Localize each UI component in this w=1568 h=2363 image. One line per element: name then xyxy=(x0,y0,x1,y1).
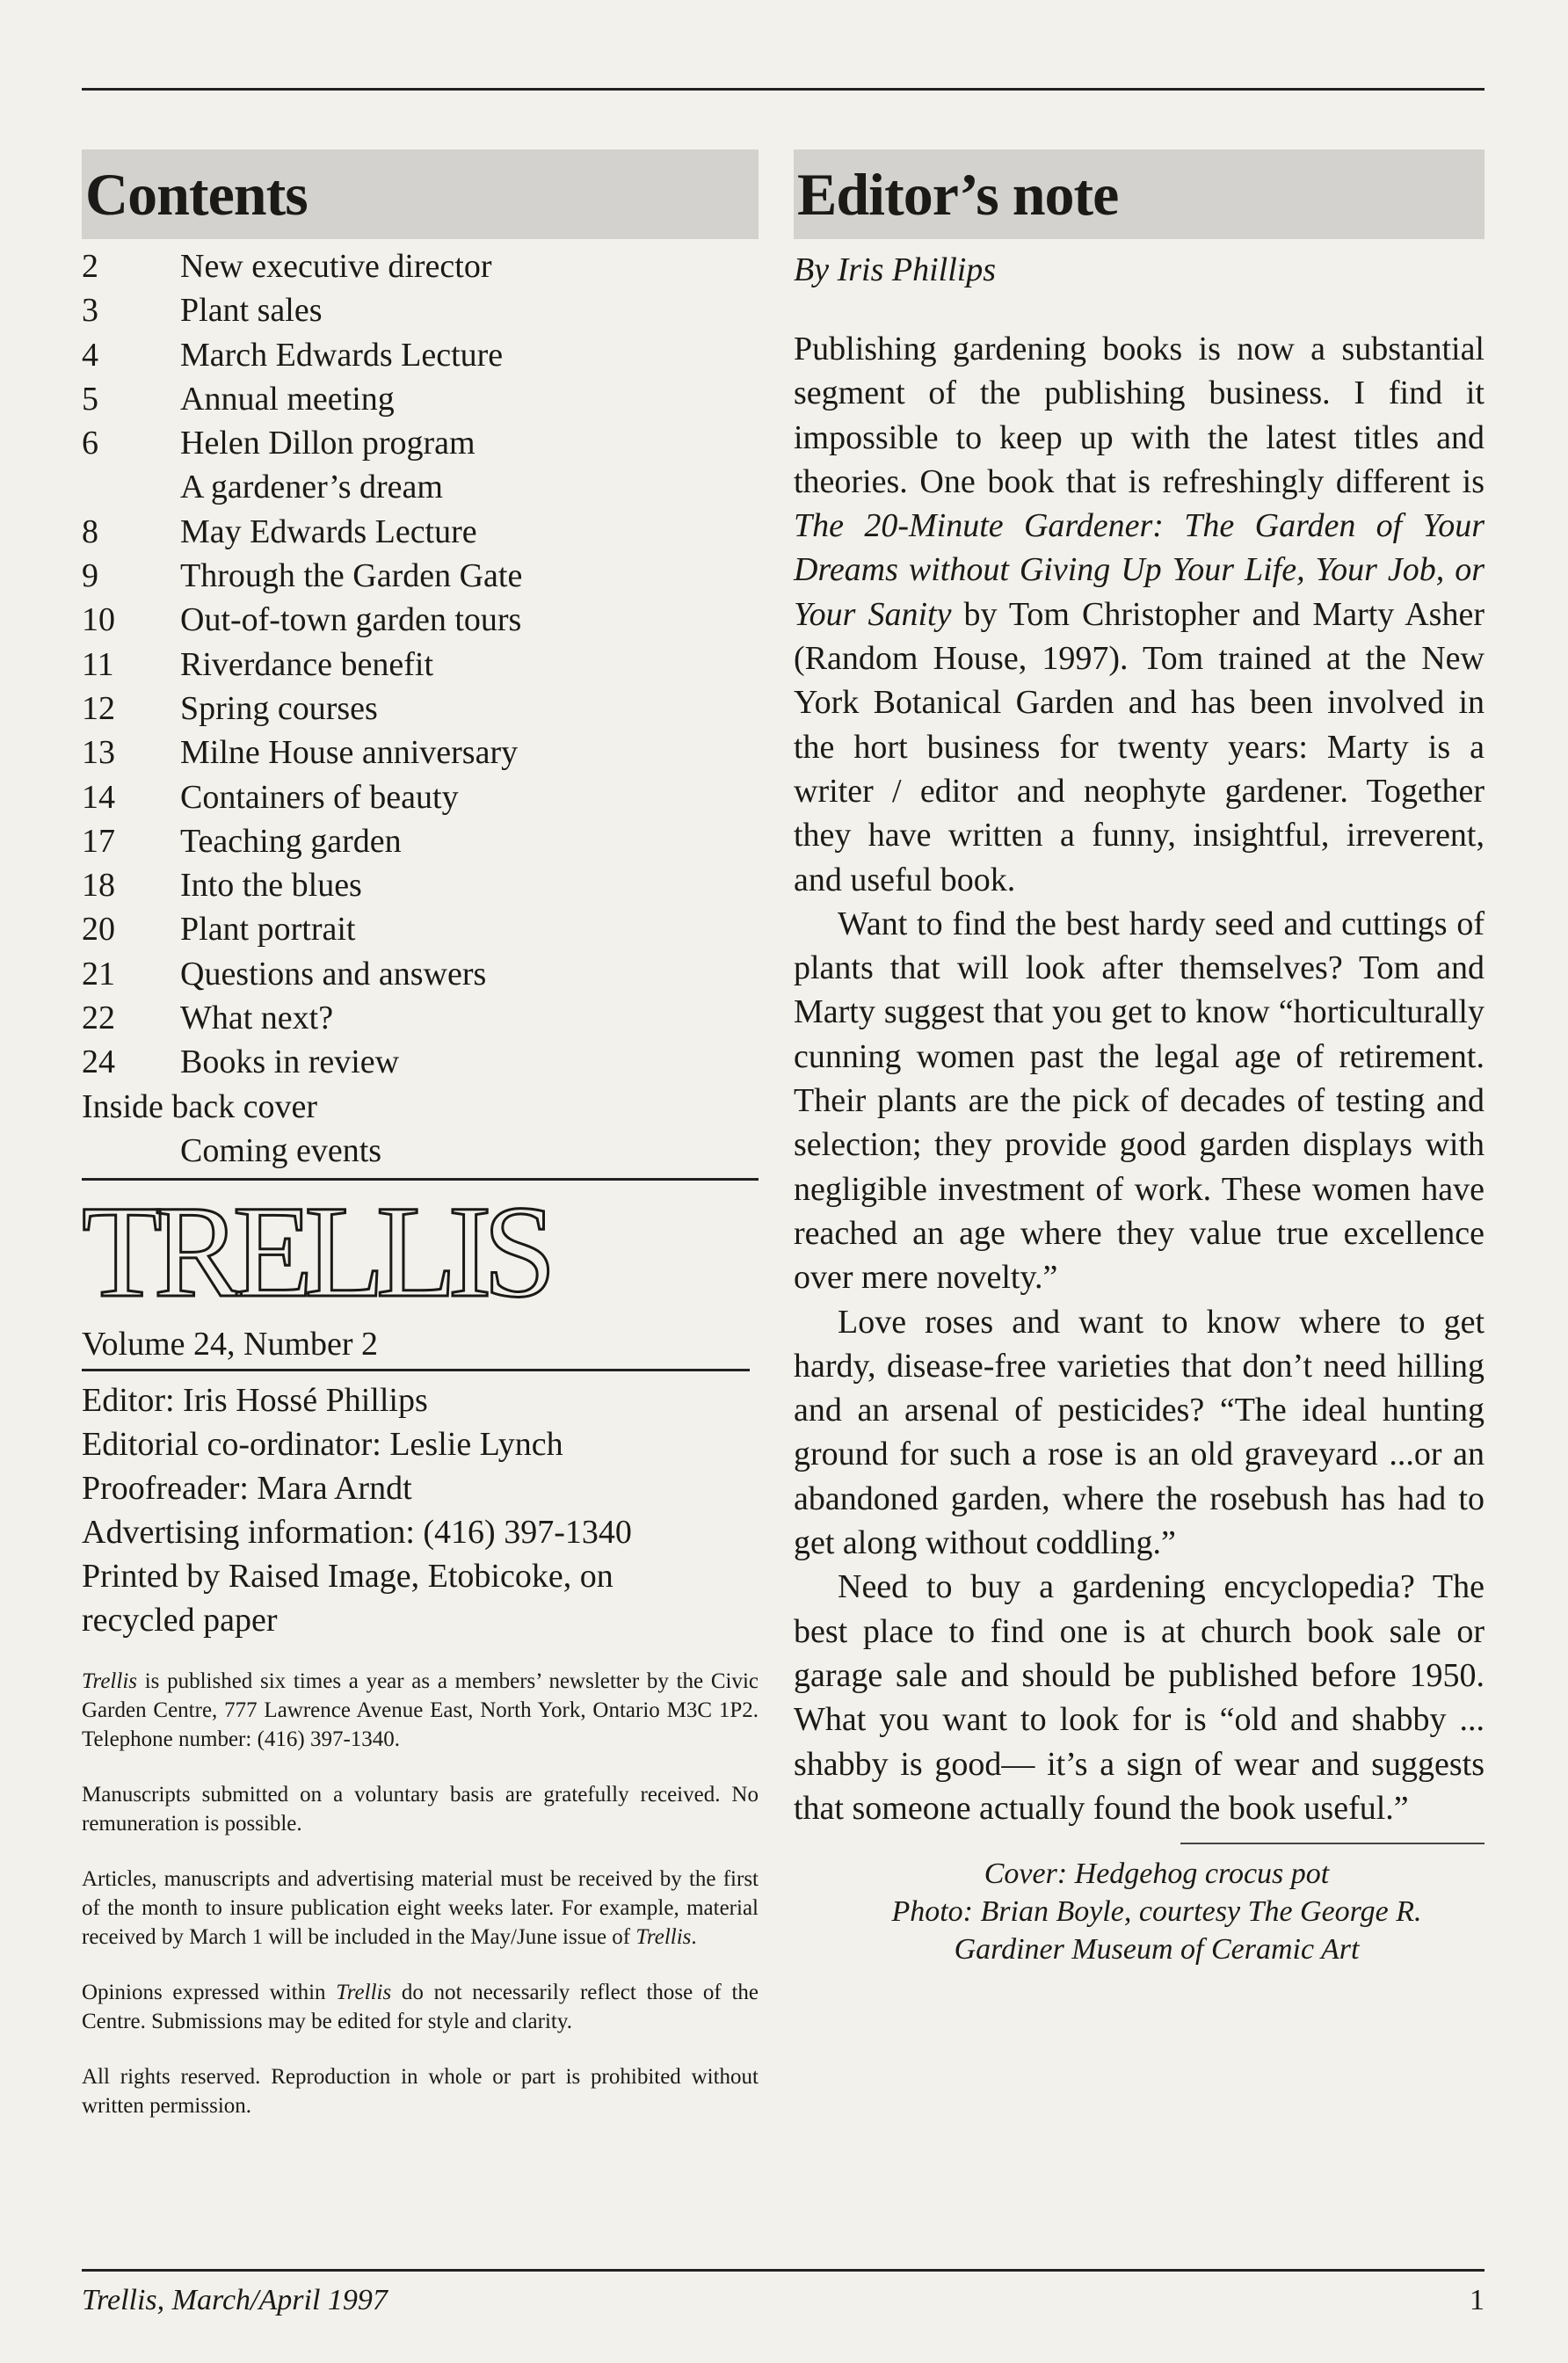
toc-title: Spring courses xyxy=(180,689,378,727)
toc-row[interactable] xyxy=(82,288,759,332)
cover-rule xyxy=(1180,1843,1485,1844)
toc-title: A gardener’s dream xyxy=(180,469,443,506)
toc-row[interactable] xyxy=(82,643,759,687)
toc-row[interactable] xyxy=(82,819,759,863)
toc-title: Plant sales xyxy=(180,292,323,330)
toc-title: Through the Garden Gate xyxy=(180,557,523,595)
toc-page: 2 xyxy=(82,248,98,285)
toc-row[interactable] xyxy=(82,333,759,377)
toc-coming-events: Coming events xyxy=(180,1131,382,1169)
toc-page: 18 xyxy=(82,867,115,905)
opinions-note xyxy=(82,1978,759,2036)
masthead-credits xyxy=(82,1378,759,1642)
toc-row[interactable] xyxy=(82,907,759,951)
toc-row[interactable] xyxy=(82,775,759,819)
toc-page: 10 xyxy=(82,601,115,639)
rights-note: All rights reserved. Reproduction in whole or part is prohibited without written permission. xyxy=(82,2065,759,2119)
toc-page: 24 xyxy=(82,1043,115,1081)
footer-page-number: 1 xyxy=(1470,2284,1485,2316)
toc-row[interactable] xyxy=(82,996,759,1040)
toc-page: 22 xyxy=(82,1000,115,1037)
toc-row[interactable] xyxy=(82,554,759,598)
book-title: The 20-Minute Gardener: The Garden of Your Dreams without Giving Up Your Life, Your Job, or Your Sanity xyxy=(794,507,1485,633)
toc-title: Containers of beauty xyxy=(180,778,459,816)
toc-page: 4 xyxy=(82,336,98,374)
toc-row[interactable] xyxy=(82,1040,759,1084)
publication-info xyxy=(82,1667,759,1754)
toc-page: 5 xyxy=(82,380,98,418)
toc-row[interactable] xyxy=(82,465,759,509)
editor-note-heading-box xyxy=(794,149,1485,239)
opinions-title: Trellis xyxy=(336,1981,392,2005)
toc-page: 12 xyxy=(82,689,115,727)
paragraph-4: Need to buy a gardening encyclopedia? The best place to find one is at church book sale or garage sale and should be published before 1950. What you want to look for is “old and shabby ... shabby is good— it’s a sign of wear and suggests that someone actually found the book useful.” xyxy=(794,1568,1485,1827)
toc-page: 14 xyxy=(82,778,115,816)
trellis-logo: TRELLIS xyxy=(82,1186,548,1319)
coordinator-credit: Editorial co-ordinator: Leslie Lynch xyxy=(82,1426,563,1464)
printer-credit-line2: recycled paper xyxy=(82,1602,278,1640)
toc-title: New executive director xyxy=(180,248,492,285)
toc-row[interactable] xyxy=(82,598,759,642)
top-rule xyxy=(82,88,1485,91)
cover-credit xyxy=(829,1855,1485,1968)
toc-page: 20 xyxy=(82,911,115,949)
contents-heading: Contents xyxy=(85,161,308,228)
toc-page xyxy=(82,465,180,509)
deadline-text: Articles, manuscripts and advertising material must be received by the first of the month to insure publication eight weeks later. For example, material received by March 1 will be included in the May/June issue of xyxy=(82,1867,759,1950)
manuscripts-note: Manuscripts submitted on a voluntary basis are gratefully received. No remuneration is possible. xyxy=(82,1783,759,1836)
toc-row[interactable] xyxy=(82,377,759,421)
toc-inside-back-label: Inside back cover xyxy=(82,1087,317,1125)
toc-page: 8 xyxy=(82,513,98,550)
deadline-title: Trellis xyxy=(635,1925,692,1950)
toc-page: 21 xyxy=(82,955,115,992)
toc-row[interactable] xyxy=(82,687,759,731)
left-column xyxy=(82,149,759,2147)
toc-title: Milne House anniversary xyxy=(180,734,519,772)
toc-title: Questions and answers xyxy=(180,955,487,992)
toc-title: Into the blues xyxy=(180,867,362,905)
fine-print xyxy=(82,1667,759,2120)
opinions-text-b: do not necessarily reflect those of the Centre. Submissions may be edited for style and clarity. xyxy=(82,1981,759,2034)
volume-number: Volume 24, Number 2 xyxy=(82,1326,379,1363)
toc-row[interactable] xyxy=(82,731,759,774)
toc-page: 3 xyxy=(82,292,98,330)
toc-title: Teaching garden xyxy=(180,822,402,860)
toc-title: May Edwards Lecture xyxy=(180,513,477,550)
toc-row[interactable] xyxy=(82,244,759,288)
contents-divider xyxy=(82,1178,759,1181)
deadline-end: . xyxy=(691,1925,697,1950)
toc-page: 9 xyxy=(82,557,98,595)
p1-text-a: Publishing gardening books is now a substantial segment of the publishing business. I find it impossible to keep up with the latest titles and theories. One book that is refreshingly different is xyxy=(794,331,1485,500)
proofreader-credit: Proofreader: Mara Arndt xyxy=(82,1470,412,1508)
toc-row-coming-events[interactable] xyxy=(82,1129,759,1173)
toc-title: Books in review xyxy=(180,1043,400,1081)
toc-title: Out-of-town garden tours xyxy=(180,601,522,639)
toc-page: 17 xyxy=(82,822,115,860)
table-of-contents xyxy=(82,244,759,1085)
toc-title: Annual meeting xyxy=(180,380,395,418)
footer-issue: Trellis, March/April 1997 xyxy=(82,2284,388,2316)
paragraph-2: Want to find the best hardy seed and cuttings of plants that will look after themselves? Tom and Marty suggest that you get to know “horticulturally cunning women past the legal age of retirement. Their plants are the pick of decades of testing and selection; they provide good garden displays with negligible investment of work. These women have reached an age where they value true excellence over mere novelty.” xyxy=(794,905,1485,1297)
paragraph-1 xyxy=(794,327,1485,902)
paragraph-3: Love roses and want to know where to get hardy, disease-free varieties that don’t need hilling and an arsenal of pesticides? “The ideal hunting ground for such a rose is an old graveyard ...or an abandoned garden, where the rosebush has had to get along without coddling.” xyxy=(794,1303,1485,1562)
toc-title: Plant portrait xyxy=(180,911,356,949)
toc-row[interactable] xyxy=(82,863,759,907)
byline: By Iris Phillips xyxy=(794,251,997,288)
toc-title: What next? xyxy=(180,1000,334,1037)
bottom-rule xyxy=(82,2269,1485,2272)
publication-title: Trellis xyxy=(82,1669,137,1694)
cover-line-2: Photo: Brian Boyle, courtesy The George R. xyxy=(891,1895,1422,1929)
toc-row[interactable] xyxy=(82,510,759,554)
toc-row-inside-back[interactable] xyxy=(82,1085,759,1129)
editor-note-body xyxy=(794,327,1485,1830)
toc-title: Riverdance benefit xyxy=(180,645,434,683)
toc-row[interactable] xyxy=(82,421,759,465)
advertising-info: Advertising information: (416) 397-1340 xyxy=(82,1514,632,1552)
editor-credit: Editor: Iris Hossé Phillips xyxy=(82,1382,428,1420)
toc-row[interactable] xyxy=(82,952,759,996)
toc-page: 13 xyxy=(82,734,115,772)
contents-heading-box xyxy=(82,149,759,239)
toc-page: 11 xyxy=(82,645,114,683)
toc-title: March Edwards Lecture xyxy=(180,336,504,374)
publication-text: is published six times a year as a members’ newsletter by the Civic Garden Centre, 777 Lawrence Avenue East, North York, Ontario M3C 1P2. Telephone number: (416) 397-1340. xyxy=(82,1669,759,1752)
right-column xyxy=(794,149,1485,1968)
printer-credit-line1: Printed by Raised Image, Etobicoke, on xyxy=(82,1558,613,1596)
toc-page: 6 xyxy=(82,425,98,462)
opinions-text-a: Opinions expressed within xyxy=(82,1981,337,2005)
cover-line-3: Gardiner Museum of Ceramic Art xyxy=(954,1933,1360,1967)
toc-title: Helen Dillon program xyxy=(180,425,475,462)
volume-divider xyxy=(82,1369,750,1371)
toc-page xyxy=(82,1129,180,1173)
cover-line-1: Cover: Hedgehog crocus pot xyxy=(984,1858,1330,1891)
editor-note-heading: Editor’s note xyxy=(797,161,1119,228)
deadline-note xyxy=(82,1865,759,1952)
p1-text-b: by Tom Christopher and Marty Asher (Random House, 1997). Tom trained at the New York Botanical Garden and has been involved in the hort business for twenty years: Marty is a writer / editor and neophyte gardener. Together they have written a funny, insightful, irreverent, and useful book. xyxy=(794,595,1485,898)
